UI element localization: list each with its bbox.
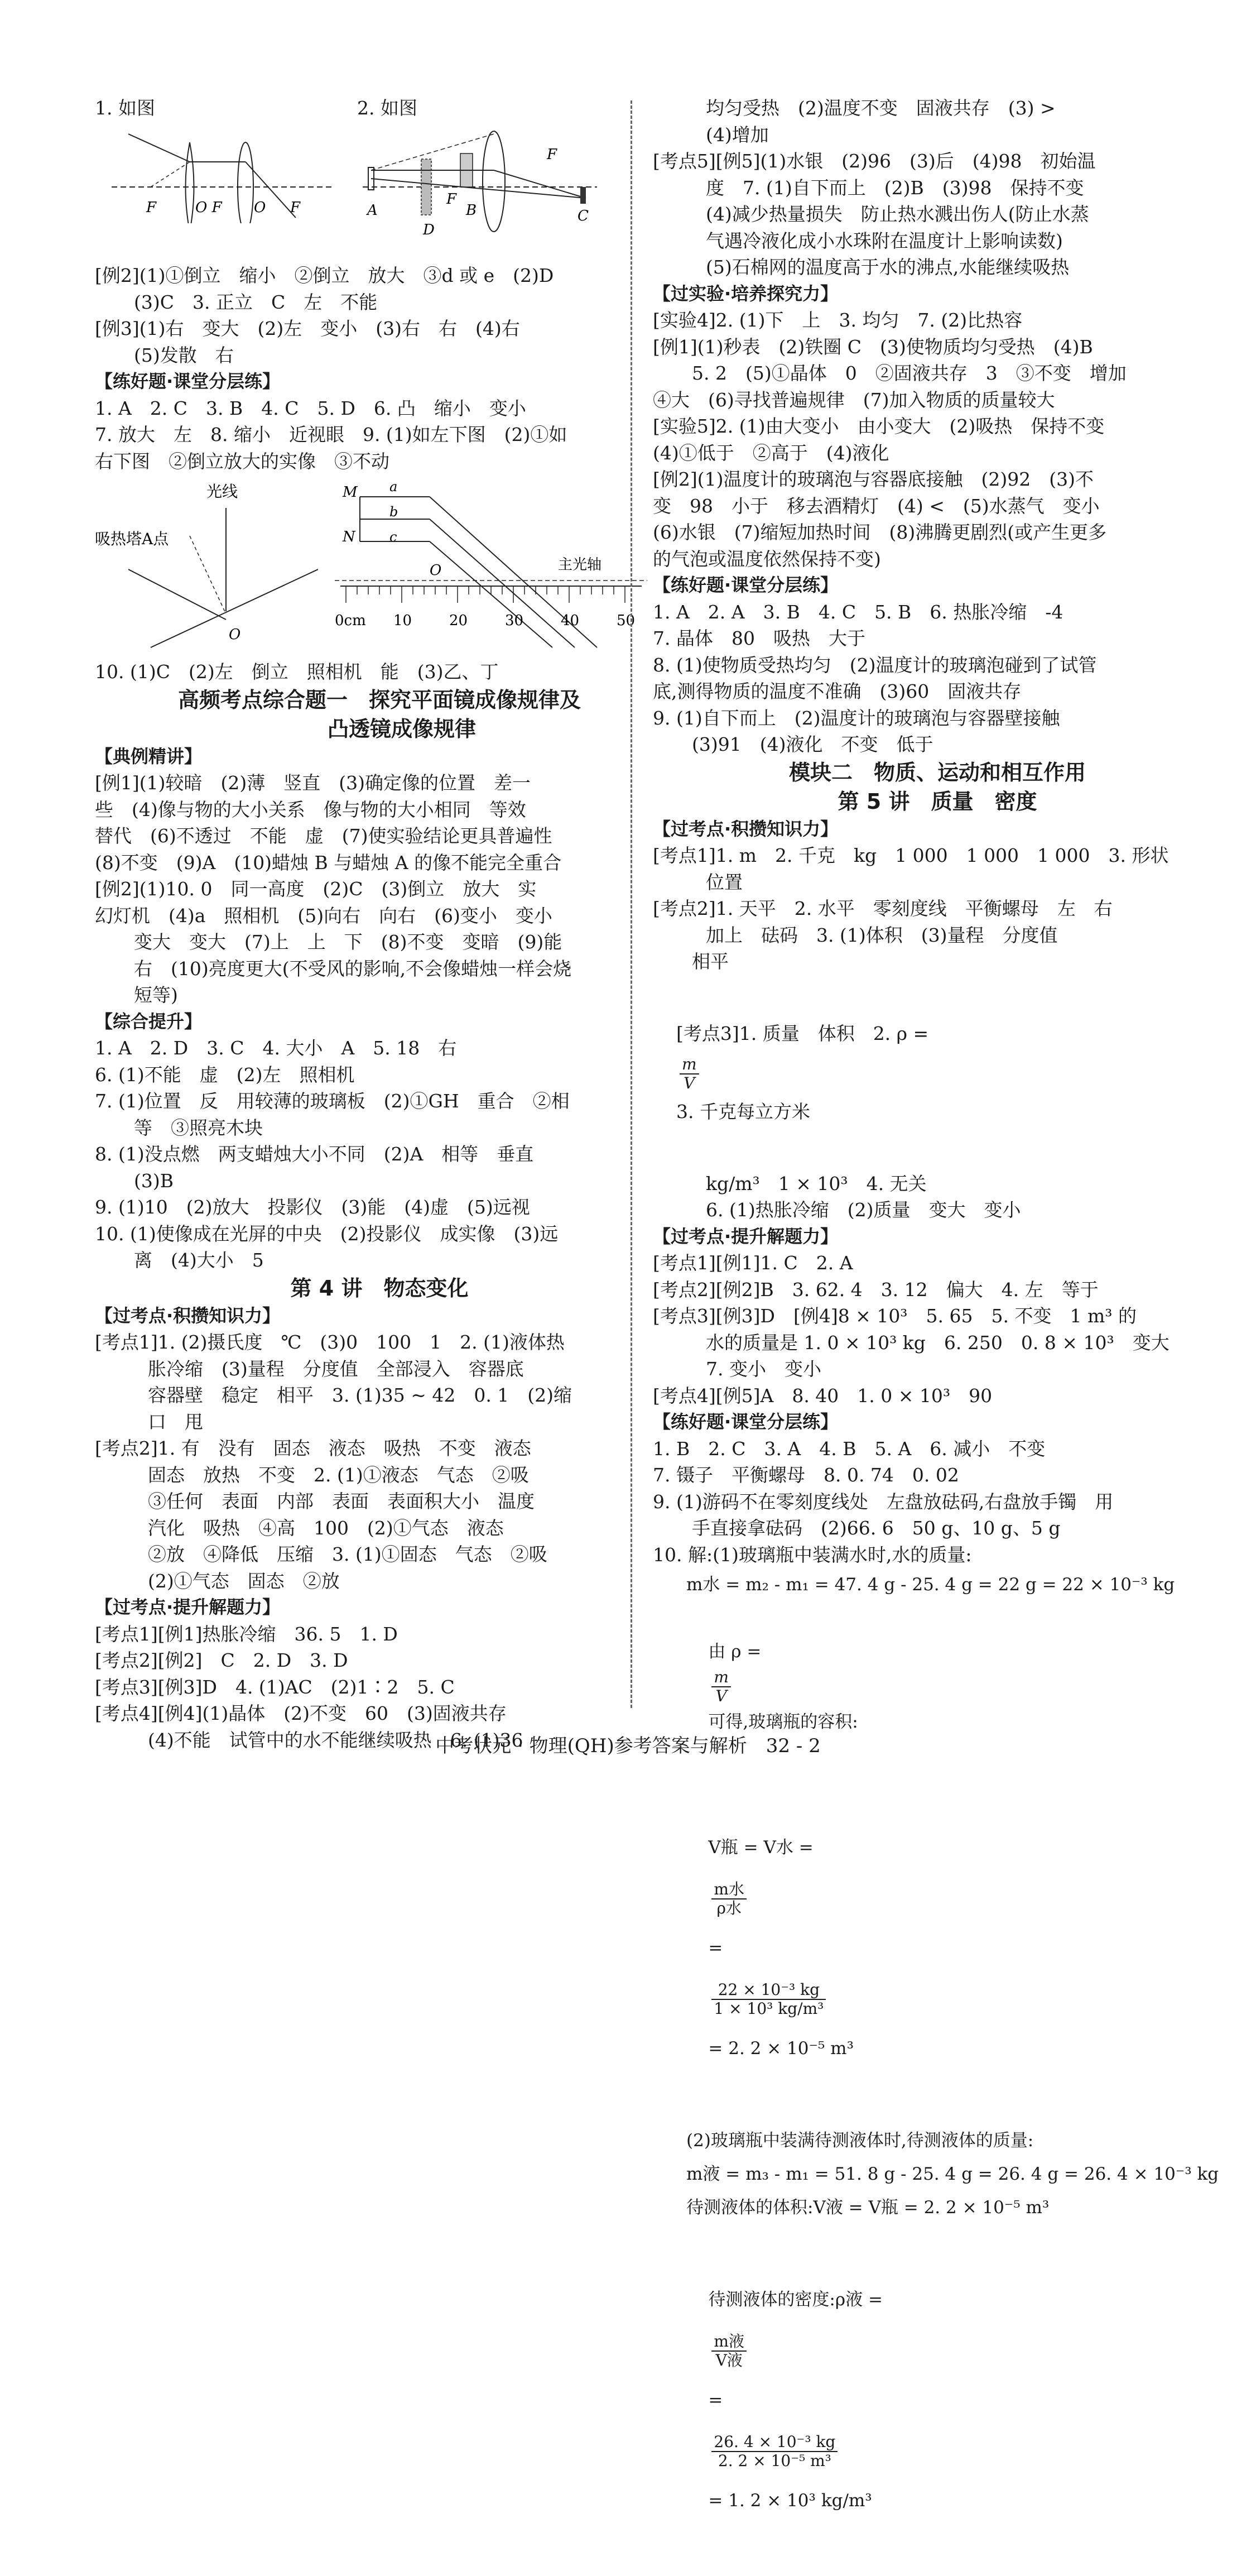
density-num: m [680, 1056, 699, 1074]
left-d-16: (4)不能 试管中的水不能继续吸热 6. (1)36 [148, 1729, 523, 1751]
right-a-23: 9. (1)自下而上 (2)温度计的玻璃泡与容器壁接触 [653, 707, 1060, 729]
right-a-24: (3)91 (4)液化 不变 低于 [692, 733, 933, 755]
fig4-label-3: N [343, 529, 355, 545]
liquid-mass-formula: m液 = m₃ - m₁ = 51. 8 g - 25. 4 g = 26. 4 g = 26. 4 × 10⁻³ kg [686, 2164, 1219, 2184]
density-den: V [684, 1073, 695, 1092]
section-title-1a: 高频考点综合题一 探究平面镜成像规律及 [177, 687, 581, 712]
f3-num2: 26. 4 × 10⁻³ kg [711, 2433, 838, 2452]
right-a-17: 的气泡或温度依然保持不变) [653, 548, 881, 570]
heading-synthesis: 【综合提升】 [95, 1010, 203, 1032]
fig2-label-1: D [423, 222, 435, 237]
ans-ex3: [例3](1)右 变大 (2)左 变小 (3)右 右 (4)右 [95, 318, 520, 339]
liquid-volume-formula: 待测液体的体积:V液 = V瓶 = 2. 2 × 10⁻⁵ m³ [686, 2198, 1050, 2218]
right-a-10: 5. 2 (5)①晶体 0 ②固液共存 3 ③不变 增加 [692, 362, 1127, 384]
module-title: 模块二 物质、运动和相互作用 [788, 760, 1086, 785]
section-title-2: 第 4 讲 物态变化 [290, 1275, 469, 1301]
right-c-0: kg/m³ 1 × 10³ 4. 无关 [706, 1172, 927, 1195]
reflection-diagram [95, 480, 318, 659]
right-c-11: 7. 镊子 平衡螺母 8. 0. 74 0. 02 [653, 1464, 959, 1486]
section-title-1b: 凸透镜成像规律 [327, 716, 476, 741]
left-c-14: 等 ③照亮木块 [134, 1116, 263, 1139]
practice-line-2: 7. 放大 左 8. 缩小 近视眼 9. (1)如左下图 (2)①如 [95, 424, 567, 445]
right-a-9: [例1](1)秒表 (2)铁圈 C (3)使物质均匀受热 (4)B [653, 335, 1093, 358]
left-d-12: [考点1][例1]热胀冷缩 36. 5 1. D [95, 1623, 398, 1645]
right-a-6: (5)石棉网的温度高于水的沸点,水能继续吸热 [706, 256, 1070, 278]
fig4-label-1: a [389, 479, 398, 495]
left-d-5: [考点2]1. 有 没有 固态 液态 吸热 不变 液态 [95, 1437, 531, 1459]
f2-fraction-1 [711, 1881, 747, 1917]
heading-problem-solving: 【过考点·提升解题力】 [95, 1596, 281, 1618]
section-heading-practice: 【练好题·课堂分层练】 [95, 371, 281, 392]
left-d-10: (2)①气态 固态 ②放 [148, 1570, 340, 1592]
left-c-5: [例2](1)10. 0 同一高度 (2)C (3)倒立 放大 实 [95, 878, 537, 900]
right-c-12: 9. (1)游码不在零刻度线处 左盘放砝码,右盘放手镯 用 [653, 1490, 1114, 1513]
right-column [653, 95, 1222, 2576]
right-a-5: 气遇冷液化成小水珠附在温度计上影响读数) [706, 229, 1063, 252]
f1-fraction [711, 1668, 731, 1705]
column-divider [631, 100, 632, 1708]
ruler-ticks [346, 586, 625, 603]
right-a-0: 均匀受热 (2)温度不变 固液共存 (3) > [706, 97, 1056, 119]
left-c-16: (3)B [134, 1169, 174, 1192]
right-a-3: 度 7. (1)自下而上 (2)B (3)98 保持不变 [706, 176, 1084, 199]
right-b-2: 位置 [706, 871, 743, 893]
right-c-6: 水的质量是 1. 0 × 10³ kg 6. 250 0. 8 × 10³ 变大 [706, 1331, 1170, 1354]
fig4-label-12: 50 [617, 612, 636, 629]
practice-line-3: 右下图 ②倒立放大的实像 ③不动 [95, 450, 389, 472]
f2-suffix: = 2. 2 × 10⁻⁵ m³ [708, 2038, 854, 2059]
fig4-label-9: 20 [449, 612, 468, 629]
f2-den2: 1 × 10³ kg/m³ [714, 1999, 824, 2018]
f3-eq: = [708, 2390, 723, 2410]
heading-problem-solving-2: 【过考点·提升解题力】 [653, 1225, 839, 1247]
fig2-label-3: B [466, 202, 477, 219]
left-d-15: [考点4][例4](1)晶体 (2)不变 60 (3)固液共存 [95, 1702, 507, 1724]
left-d-1: [考点1]1. (2)摄氏度 ℃ (3)0 100 1 2. (1)液体热 [95, 1331, 565, 1353]
left-c-12: 6. (1)不能 虚 (2)左 照相机 [95, 1063, 355, 1086]
right-c-7: 7. 变小 变小 [706, 1358, 821, 1380]
ans-ex2-cont: (3)C 3. 正立 C 左 不能 [134, 291, 378, 313]
heading-knowledge-2: 【过考点·积攒知识力】 [653, 818, 839, 840]
right-c-1: 6. (1)热胀冷缩 (2)质量 变大 变小 [706, 1199, 1021, 1221]
f3-den2: 2. 2 × 10⁻⁵ m³ [718, 2451, 831, 2470]
left-c-3: 替代 (6)不透过 不能 虚 (7)使实验结论更具普遍性 [95, 825, 552, 847]
right-a-19: 1. A 2. A 3. B 4. C 5. B 6. 热胀冷缩 -4 [653, 601, 1063, 623]
fig1-label-1: O F [195, 199, 222, 216]
left-c-13: 7. (1)位置 反 用较薄的玻璃板 (2)①GH 重合 ②相 [95, 1090, 570, 1112]
fig1-label-2: O [254, 199, 266, 216]
right-a-22: 底,测得物质的温度不准确 (3)60 固液共存 [653, 680, 1022, 702]
left-d-2: 胀冷缩 (3)量程 分度值 全部浸入 容器底 [148, 1357, 524, 1380]
lecture-title: 第 5 讲 质量 密度 [838, 789, 1037, 814]
right-b-5: 相平 [692, 951, 729, 972]
left-d-9: ②放 ④降低 压缩 3. (1)①固态 气态 ②吸 [148, 1543, 547, 1565]
f3-prefix: 待测液体的密度:ρ液 = [708, 2290, 883, 2310]
right-c-14: 10. 解:(1)玻璃瓶中装满水时,水的质量: [653, 1543, 972, 1566]
fig2-label-5: C [578, 208, 589, 224]
left-d-3: 容器壁 稳定 相平 3. (1)35 ~ 42 0. 1 (2)缩 [148, 1384, 572, 1406]
right-c-8: [考点4][例5]A 8. 40 1. 0 × 10³ 90 [653, 1384, 993, 1407]
f3-fraction-1 [711, 2333, 747, 2369]
f2-den1: ρ水 [716, 1898, 742, 1917]
fig2-label-4: F [547, 146, 557, 163]
left-c-6: 幻灯机 (4)a 照相机 (5)向右 向右 (6)变小 变小 [95, 904, 552, 927]
fig2-label-0: A [367, 202, 378, 219]
left-c-11: 1. A 2. D 3. C 4. 大小 A 5. 18 右 [95, 1037, 457, 1059]
right-a-16: (6)水银 (7)缩短加热时间 (8)沸腾更剧烈(或产生更多 [653, 521, 1107, 543]
right-a-8: [实验4]2. (1)下 上 3. 均匀 7. (2)比热容 [653, 309, 1023, 331]
left-d-8: 汽化 吸热 ④高 100 (2)①气态 液态 [148, 1517, 504, 1539]
right-a-20: 7. 晶体 80 吸热 大于 [653, 627, 865, 649]
right-a-2: [考点5][例5](1)水银 (2)96 (3)后 (4)98 初始温 [653, 150, 1096, 172]
fig4-label-11: 40 [561, 612, 580, 629]
practice-line-4: 10. (1)C (2)左 倒立 照相机 能 (3)乙、丁 [95, 661, 499, 683]
f2-prefix: V瓶 = V水 = [708, 1838, 814, 1858]
lens-diagram-1 [112, 128, 335, 223]
left-d-6: 固态 放热 不变 2. (1)①液态 气态 ②吸 [148, 1464, 529, 1486]
right-a-12: [实验5]2. (1)由大变小 由小变大 (2)吸热 保持不变 [653, 415, 1105, 437]
right-c-5: [考点3][例3]D [例4]8 × 10³ 5. 65 5. 不变 1 m³ 的 [653, 1305, 1137, 1327]
figure-row-1 [95, 95, 664, 262]
fig4-label-7: 0cm [335, 612, 366, 629]
right-b-4: 加上 砝码 3. (1)体积 (3)量程 分度值 [706, 924, 1058, 946]
fig2-caption: 2. 如图 [357, 97, 417, 119]
left-d-13: [考点2][例2] C 2. D 3. D [95, 1649, 348, 1671]
f3-num1: m液 [711, 2333, 747, 2352]
left-c-17: 9. (1)10 (2)放大 投影仪 (3)能 (4)虚 (5)远视 [95, 1196, 530, 1218]
fig4-label-4: c [389, 529, 397, 545]
f2-eq: = [708, 1938, 723, 1958]
water-mass-formula: m水 = m₂ - m₁ = 47. 4 g - 25. 4 g = 22 g = 22 × 10⁻³ kg [686, 1575, 1175, 1595]
f2-fraction-2 [711, 1981, 826, 2018]
fig3-label-1: 吸热塔A点 [95, 530, 169, 548]
right-c-4: [考点2][例2]B 3. 62. 4 3. 12 偏大 4. 左 等于 [653, 1278, 1099, 1301]
lens-diagram-2 [363, 126, 597, 237]
k3-formula-line [653, 975, 1222, 1171]
right-a-4: (4)减少热量损失 防止热水溅出伤人(防止水蒸 [706, 203, 1089, 225]
f1-prefix: 由 ρ = [708, 1642, 762, 1662]
density-fraction [680, 1056, 699, 1092]
fig3-label-0: 光线 [206, 482, 238, 501]
left-d-4: 口 甩 [148, 1411, 203, 1433]
f3-fraction-2 [711, 2433, 838, 2470]
left-column [95, 95, 664, 1753]
fig1-label-0: F [146, 199, 157, 216]
fig3-label-2: O [229, 626, 241, 643]
fig4-label-5: O [430, 562, 442, 579]
right-c-13: 手直接拿砝码 (2)66. 6 50 g、10 g、5 g [692, 1517, 1061, 1539]
ans-ex2: [例2](1)①倒立 缩小 ②倒立 放大 ③d 或 e (2)D [95, 265, 554, 286]
right-a-11: ④大 (6)寻找普遍规律 (7)加入物质的质量较大 [653, 388, 1055, 411]
fig4-label-10: 30 [505, 612, 524, 629]
fig1-caption: 1. 如图 [95, 97, 155, 119]
heading-examples: 【典例精讲】 [95, 745, 203, 767]
left-c-8: 右 (10)亮度更大(不受风的影响,不会像蜡烛一样会烧 [134, 957, 572, 980]
fig4-label-6: 主光轴 [558, 557, 602, 573]
heading-experiment: 【过实验·培养探究力】 [653, 282, 839, 304]
right-b-1: [考点1]1. m 2. 千克 kg 1 000 1 000 1 000 3. 形状 [653, 845, 1169, 866]
page-footer: 中考状元 · 物理(QH)参考答案与解析 32 - 2 [435, 1735, 821, 1757]
f1-suffix: 可得,玻璃瓶的容积: [708, 1712, 858, 1732]
left-c-19: 离 (4)大小 5 [134, 1249, 264, 1271]
left-c-4: (8)不变 (9)A (10)蜡烛 B 与蜡烛 A 的像不能完全重合 [95, 851, 562, 874]
left-c-2: 些 (4)像与物的大小关系 像与物的大小相同 等效 [95, 798, 526, 821]
liquid-density-formula [653, 2224, 1222, 2576]
fig1-label-3: F [290, 199, 301, 216]
f3-den1: V液 [715, 2350, 743, 2369]
figure-row-2 [95, 474, 664, 659]
f2-num1: m水 [711, 1881, 747, 1899]
fig2-label-2: F [446, 191, 457, 208]
f1-den: V [715, 1687, 727, 1705]
heading-practice-2: 【练好题·课堂分层练】 [653, 574, 839, 596]
ruler-lens-diagram [335, 474, 647, 653]
k3-prefix: [考点3]1. 质量 体积 2. ρ = [676, 1022, 929, 1044]
practice-line-1: 1. A 2. C 3. B 4. C 5. D 6. 凸 缩小 变小 [95, 397, 526, 419]
right-a-1: (4)增加 [706, 123, 769, 146]
right-c-10: 1. B 2. C 3. A 4. B 5. A 6. 减小 不变 [653, 1437, 1046, 1460]
right-a-21: 8. (1)使物质受热均匀 (2)温度计的玻璃泡碰到了试管 [653, 654, 1097, 676]
fig4-label-8: 10 [393, 612, 412, 629]
left-d-14: [考点3][例3]D 4. (1)AC (2)1∶2 5. C [95, 1676, 455, 1698]
left-d-7: ③任何 表面 内部 表面 表面积大小 温度 [148, 1490, 535, 1512]
right-d-0: (2)玻璃瓶中装满待测液体时,待测液体的质量: [686, 2131, 1034, 2151]
right-c-3: [考点1][例1]1. C 2. A [653, 1252, 853, 1274]
left-c-1: [例1](1)较暗 (2)薄 竖直 (3)确定像的位置 差一 [95, 772, 531, 794]
left-c-18: 10. (1)使像成在光屏的中央 (2)投影仪 成实像 (3)远 [95, 1222, 559, 1245]
right-a-14: [例2](1)温度计的玻璃泡与容器底接触 (2)92 (3)不 [653, 468, 1094, 490]
left-c-15: 8. (1)没点燃 两支蜡烛大小不同 (2)A 相等 垂直 [95, 1143, 534, 1165]
right-a-15: 变 98 小于 移去酒精灯 (4) < (5)水蒸气 变小 [653, 495, 1100, 517]
k3-suffix: 3. 千克每立方米 [676, 1100, 810, 1122]
heading-knowledge: 【过考点·积攒知识力】 [95, 1304, 281, 1326]
ans-ex3-cont: (5)发散 右 [134, 344, 234, 366]
f2-num2: 22 × 10⁻³ kg [711, 1981, 826, 2000]
heading-practice-3: 【练好题·课堂分层练】 [653, 1411, 839, 1432]
right-a-13: (4)①低于 ②高于 (4)液化 [653, 442, 889, 464]
f3-suffix: = 1. 2 × 10³ kg/m³ [708, 2491, 872, 2511]
bottle-volume-formula [653, 1772, 1222, 2124]
right-b-3: [考点2]1. 天平 2. 水平 零刻度线 平衡螺母 左 右 [653, 898, 1113, 919]
left-c-9: 短等) [134, 984, 178, 1006]
fig4-label-2: b [389, 504, 398, 520]
f1-num: m [711, 1668, 731, 1687]
fig4-label-0: M [343, 484, 358, 501]
left-c-7: 变大 变大 (7)上 上 下 (8)不变 变暗 (9)能 [134, 931, 562, 953]
